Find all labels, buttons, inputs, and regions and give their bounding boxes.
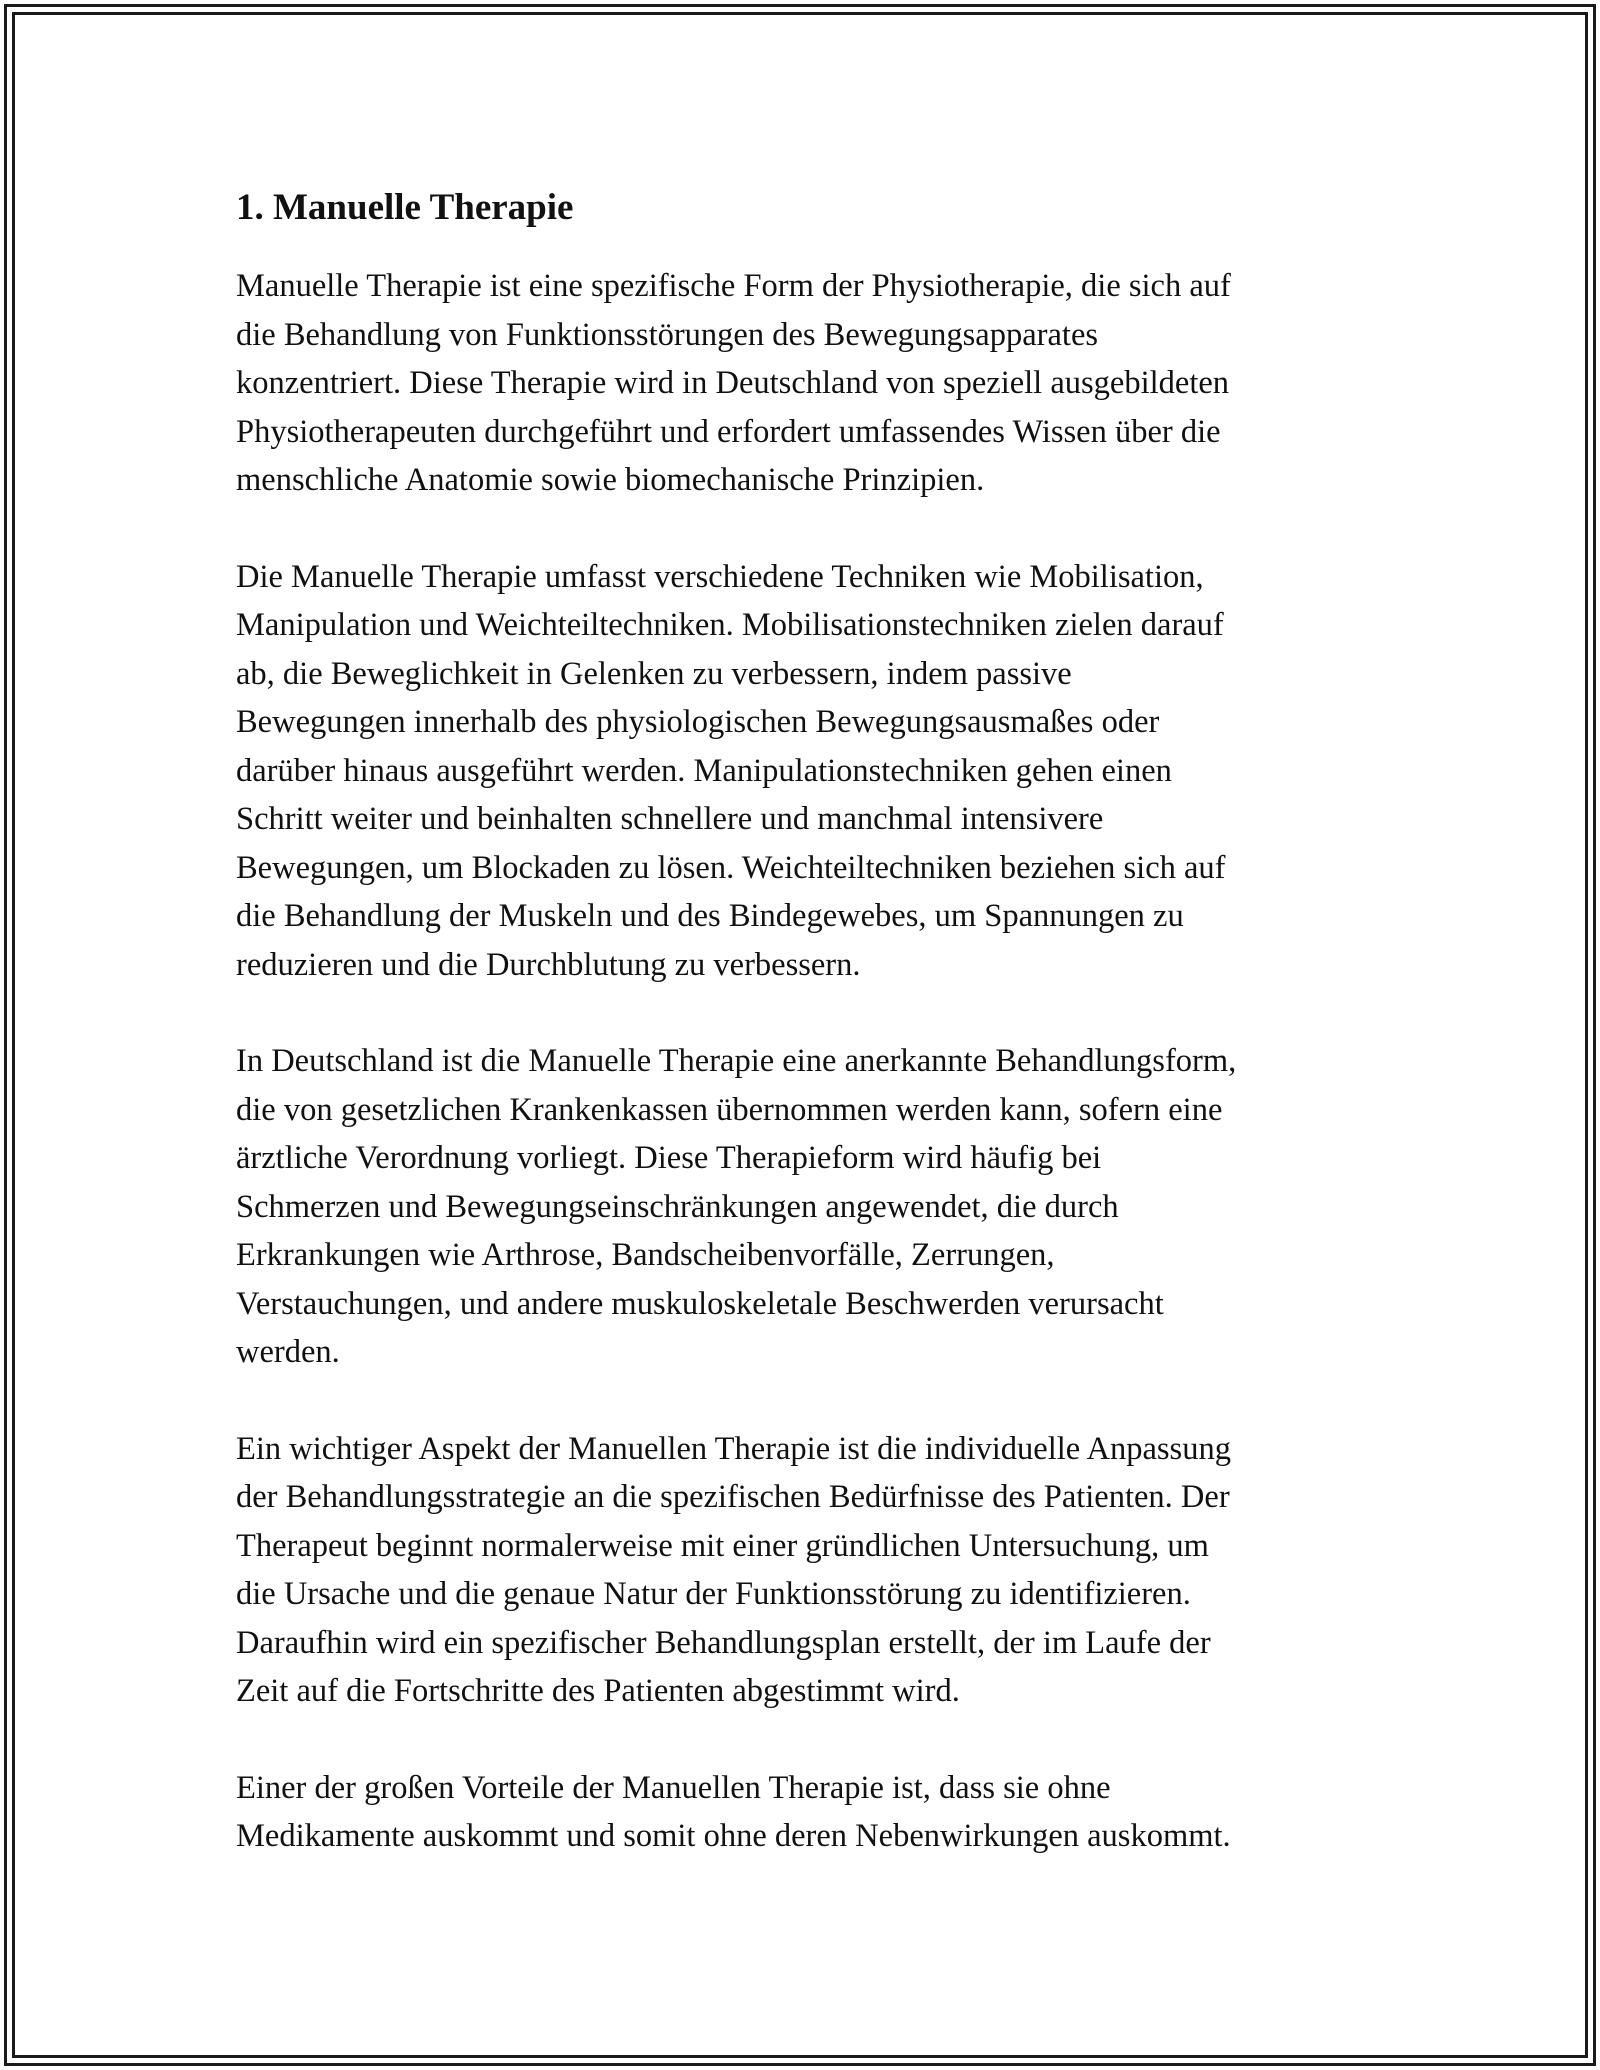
paragraph-4: Ein wichtiger Aspekt der Manuellen Therapie ist die individuelle Anpassung der Behandlungsstrategie an die spezifischen Bedürfnisse des Patienten. Der Therapeut beginnt normalerweise mit einer gründlichen Untersuchung, um die Ursache und die genaue Natur der Funktionsstörung zu identifizieren. Daraufhin wird ein spezifischer Behandlungsplan erstellt, der im Laufe der Zeit auf die Fortschritte des Patienten abgestimmt wird. — [236, 1430, 1231, 1710]
paragraph-5: Einer der großen Vorteile der Manuellen Therapie ist, dass sie ohne Medikamente auskommt und somit ohne deren Nebenwirkungen auskommt. — [236, 1769, 1231, 1855]
paragraph-2: Die Manuelle Therapie umfasst verschiedene Techniken wie Mobilisation, Manipulation und Weichteiltechniken. Mobilisationstechniken zielen darauf ab, die Beweglichkeit in Gelenken zu verbessern, indem passive Bewegungen innerhalb des physiologischen Bewegungsausmaßes oder darüber hinaus ausgeführt werden. Manipulationstechniken gehen einen Schritt weiter und beinhalten schnellere und manchmal intensivere Bewegungen, um Blockaden zu lösen. Weichteiltechniken beziehen sich auf die Behandlung der Muskeln und des Bindegewebes, um Spannungen zu reduzieren und die Durchblutung zu verbessern. — [236, 558, 1226, 983]
paragraph-1: Manuelle Therapie ist eine spezifische Form der Physiotherapie, die sich auf die Behandlung von Funktionsstörungen des Bewegungsapparates konzentriert. Diese Therapie wird in Deutschland von speziell ausgebildeten Physiotherapeuten durchgeführt und erfordert umfassendes Wissen über die menschliche Anatomie sowie biomechanische Prinzipien. — [236, 268, 1231, 499]
document-body — [236, 186, 1376, 1909]
section-heading: 1. Manuelle Therapie — [236, 187, 574, 228]
paragraph-3: In Deutschland ist die Manuelle Therapie eine anerkannte Behandlungsform, die von gesetzlichen Krankenkassen übernommen werden kann, sofern eine ärztliche Verordnung vorliegt. Diese Therapieform wird häufig bei Schmerzen und Bewegungseinschränkungen angewendet, die durch Erkrankungen wie Arthrose, Bandscheibenvorfälle, Zerrungen, Verstauchungen, und andere muskuloskeletale Beschwerden verursacht werden. — [236, 1043, 1237, 1371]
